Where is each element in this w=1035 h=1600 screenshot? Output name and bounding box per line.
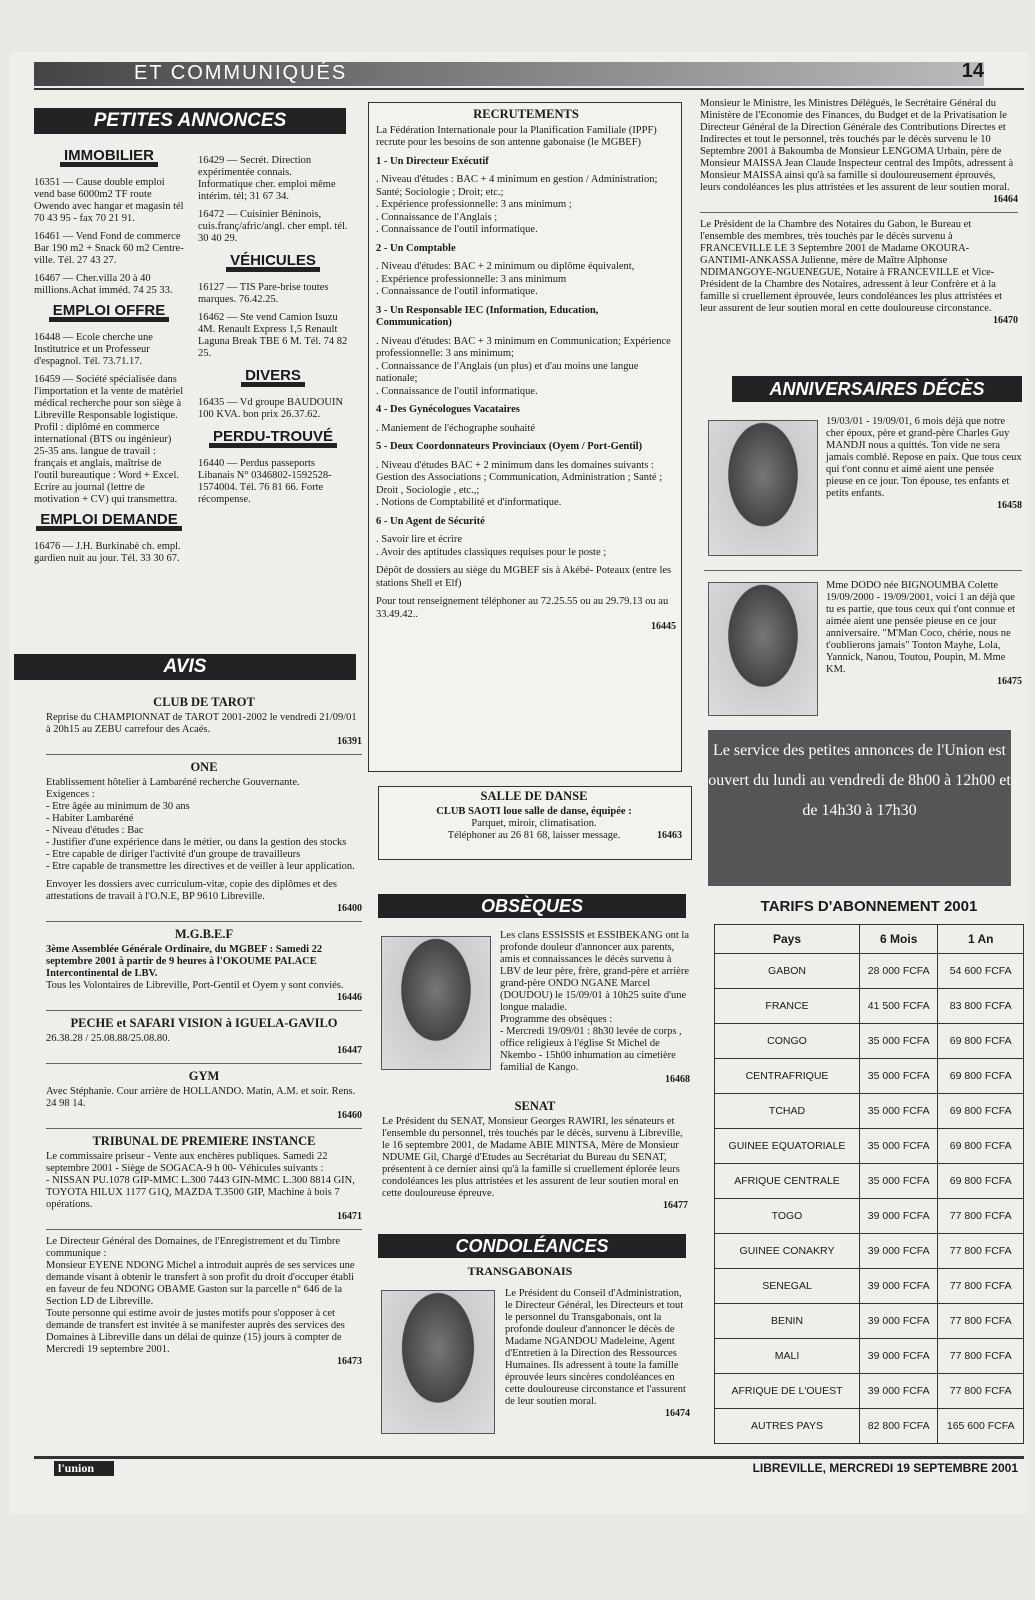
annonce: 16429 — Secrét. Direction expérimentée connais. Informatique cher. emploi même intérim. tél; 31 67 34. [198, 155, 336, 202]
annonces-col1 [34, 147, 184, 571]
recrut-intro: La Fédération Internationale pour la Planification Familiale (IPPF) recrute pour les besoins de son antenne gabonaise (le MGBEF) [376, 124, 657, 148]
recrut-line: . Connaissance de l'Anglais ; [376, 211, 498, 223]
annonce: 16435 — Vd groupe BAUDOUIN 100 KVA. bon prix 26.37.62. [198, 397, 344, 420]
divider [46, 1128, 362, 1129]
obseques-prog: Programme des obsèques : [500, 1014, 613, 1025]
recrut-poste: 2 - Un Comptable [376, 242, 456, 254]
one-line: Etablissement hôtelier à Lambaréné recherche Gouvernante. [46, 777, 300, 788]
recrut-depot: Dépôt de dossiers au siège du MGBEF sis à Akébé- Poteaux (entre les stations Shell et Elf) [376, 565, 672, 589]
one-line: Envoyer les dossiers avec curriculum-vitæ, copie des diplômes et des attestations de travail à l'O.N.E, BP 9610 Libreville. [46, 879, 338, 902]
petites-annonces-banner: PETITES ANNONCES [34, 108, 346, 134]
deceased-photo [381, 1290, 495, 1434]
salle-line: Téléphoner au 26 81 68, laisser message. [447, 830, 621, 841]
table-row [715, 1409, 1024, 1444]
ref-number: 16391 [337, 736, 362, 747]
table-row [715, 1129, 1024, 1164]
cell-pays: GUINEE CONAKRY [715, 1234, 860, 1269]
cell-1an: 54 600 FCFA [938, 954, 1024, 989]
cell-1an: 77 800 FCFA [938, 1374, 1024, 1409]
recrut-poste: 3 - Un Responsable IEC (Information, Education, Communication) [376, 304, 599, 328]
deceased-photo [381, 936, 491, 1070]
annonces-col2 [198, 155, 348, 512]
cell-pays: TOGO [715, 1199, 860, 1234]
cell-1an: 69 800 FCFA [938, 1094, 1024, 1129]
salle-title: SALLE DE DANSE [480, 789, 588, 803]
tarot-title: CLUB DE TAROT [153, 695, 255, 709]
ref-number: 16446 [337, 992, 362, 1003]
cell-1an: 83 800 FCFA [938, 989, 1024, 1024]
tribunal-text: - NISSAN PU.1078 GIP-MMC L.300 7443 GIN-MMC L.300 8814 GIN, TOYOTA HILUX 1177 G1Q, MAZDA T.3500 GIP, Machine à bois 7 opérations. [46, 1175, 355, 1210]
table-row [715, 954, 1024, 989]
tarifs-body [715, 954, 1024, 1444]
avis-banner: AVIS [14, 654, 356, 680]
cell-pays: BENIN [715, 1304, 860, 1339]
recrut-poste: 5 - Deux Coordonnateurs Provinciaux (Oyem / Port-Gentil) [376, 441, 643, 452]
cell-6mois: 28 000 FCFA [860, 954, 938, 989]
divider [46, 1063, 362, 1064]
recrut-line: . Connaissance de l'Anglais (un plus) et d'au moins une langue nationale; [376, 360, 639, 384]
mgbef-text: 3ème Assemblée Générale Ordinaire, du MGBEF : Samedi 22 septembre 2001 à partir de 9 heures à l'OKOUME PALACE Intercontinental de LBV. [46, 944, 323, 979]
senat-section [382, 1100, 688, 1212]
right-notices [700, 98, 1018, 327]
ref-number: 16464 [993, 194, 1018, 205]
cell-6mois: 39 000 FCFA [860, 1199, 938, 1234]
cell-6mois: 39 000 FCFA [860, 1234, 938, 1269]
recrut-poste: 6 - Un Agent de Sécurité [376, 515, 485, 527]
senat-title: SENAT [514, 1099, 556, 1113]
cell-6mois: 82 800 FCFA [860, 1409, 938, 1444]
cell-6mois: 39 000 FCFA [860, 1269, 938, 1304]
cell-pays: TCHAD [715, 1094, 860, 1129]
annonce: 16476 — J.H. Burkinabè ch. empl. gardien nuit au jour. Tél. 33 30 67. [34, 541, 181, 564]
gym-text: Avec Stéphanie. Cour arrière de HOLLANDO. Matin, A.M. et soir. Rens. 24 98 14. [46, 1086, 356, 1109]
cell-pays: MALI [715, 1339, 860, 1374]
recrutements-title: RECRUTEMENTS [473, 107, 579, 121]
cell-6mois: 35 000 FCFA [860, 1164, 938, 1199]
cell-1an: 77 800 FCFA [938, 1234, 1024, 1269]
ref-number: 16447 [337, 1045, 362, 1056]
domaines-text: Monsieur EYENE NDONG Michel a introduit auprès de ses services une demande visant à obtenir le transfert à son profit du droit d'occuper établi en faveur de feu NDONG OBAME Gaston sur la parcelle n° 646 de la Section LD de Libreville. [46, 1260, 355, 1307]
cell-1an: 69 800 FCFA [938, 1129, 1024, 1164]
annonce: 16472 — Cuisinier Béninois, cuis.franç/afric/angl. cher empl. tél. 30 40 29. [198, 209, 348, 244]
table-row [715, 1199, 1024, 1234]
tarifs-title: TARIFS D'ABONNEMENT 2001 [760, 898, 978, 915]
one-line: - Etre âgée au minimum de 30 ans [46, 801, 190, 812]
senat-text: Le Président du SENAT, Monsieur Georges RAWIRI, les sénateurs et l'ensemble du personnel, très touchés par le décès, survenu à Libreville, le 16 septembre 2001, de Madame ABIE MINTSA, Mère de Monsieur NDUME Gil, Chargé d'Etudes au Secrétariat du Bureau du SENAT, présentent à ce dernier ainsi qu'à la famille si cruellement éplorée leurs condoléances les plus attristées et les assurent de leur soutien moral en cette douloureuse épreuve. [382, 1116, 683, 1199]
anniversary-2 [826, 580, 1022, 688]
perdu-trouve-heading: PERDU-TROUVÉ [209, 431, 337, 448]
tarot-text: Reprise du CHAMPIONNAT de TAROT 2001-2002 le vendredi 21/09/01 à 20h15 au ZEBU carrefour des Acaés. [46, 712, 357, 735]
cell-6mois: 39 000 FCFA [860, 1304, 938, 1339]
ref-number: 16470 [993, 315, 1018, 326]
cell-1an: 69 800 FCFA [938, 1024, 1024, 1059]
immobilier-heading: IMMOBILIER [60, 150, 158, 167]
recrut-poste: 4 - Des Gynécologues Vacataires [376, 404, 520, 415]
ref-number: 16400 [337, 903, 362, 914]
cell-pays: AFRIQUE DE L'OUEST [715, 1374, 860, 1409]
col-6mois: 6 Mois [860, 925, 938, 954]
tribunal-text: Le commissaire priseur - Vente aux enchères publiques. Samedi 22 septembre 2001 - Siège de SOGACA-9 h 00- Véhicules suivants : [46, 1151, 328, 1174]
recrut-line: . Maniement de l'échographe souhaité [376, 422, 536, 434]
recrut-tel: Pour tout renseignement téléphoner au 72.25.55 ou au 29.79.13 ou au 33.49.42.. [376, 596, 669, 620]
anniversary-text: Mme DODO née BIGNOUMBA Colette 19/09/2000 - 19/09/2001, voici 1 an déjà que tu es partie, que tous ceux qui t'ont connue et aimée aient une pensée pieuse en ce jour anniversaire. "M'Man Coco, chérie, nous ne t'oublierons jamais" Tonton Mayhe, Lola, Yannick, Nanou, Toutou, Poupin, M. Mme KM. [826, 580, 1016, 675]
ref-number: 16458 [997, 500, 1022, 511]
divider [46, 921, 362, 922]
annonce: 16127 — TIS Pare-brise toutes marques. 76.42.25. [198, 282, 329, 305]
cell-1an: 77 800 FCFA [938, 1199, 1024, 1234]
anniversary-1 [826, 416, 1022, 512]
cell-6mois: 35 000 FCFA [860, 1094, 938, 1129]
recrutements-content [376, 108, 676, 634]
cell-pays: CONGO [715, 1024, 860, 1059]
recrut-poste: 1 - Un Directeur Exécutif [376, 155, 489, 167]
divider [704, 570, 1022, 571]
obseques-text [500, 930, 690, 1086]
one-line: - Etre capable de diriger l'activité d'un groupe de travailleurs [46, 849, 301, 860]
recrut-line: . Niveau d'études BAC + 2 minimum dans les domaines suivants : Gestion des Associations ; Communication, Administration ; Santé ; Droit , Sociologie , etc.,; [376, 459, 663, 496]
condoleances-banner: CONDOLÉANCES [378, 1234, 686, 1258]
annonce: 16461 — Vend Fond de commerce Bar 190 m2 + Snack 60 m2 Centre-ville. Tél. 27 43 27. [34, 231, 184, 266]
salle-line: Parquet, miroir, climatisation. [471, 818, 597, 829]
domaines-text: Toute personne qui estime avoir de justes motifs pour s'opposer à cet demande de transfert est invitée à se manifester auprès des services des Domaines à Libreville dans un délai de quinze (15) jours à compter de Mercredi 19 septembre 2001. [46, 1308, 345, 1355]
annonce: 16448 — Ecole cherche une Institutrice et un Professeur d'espagnol. Tél. 73.71.17. [34, 332, 153, 367]
recrut-line: . Expérience professionnelle: 3 ans minimum [376, 273, 567, 285]
cell-1an: 69 800 FCFA [938, 1164, 1024, 1199]
divider [46, 1010, 362, 1011]
table-row [715, 1234, 1024, 1269]
ref-number: 16477 [663, 1200, 688, 1211]
cell-1an: 165 600 FCFA [938, 1409, 1024, 1444]
newspaper-logo: l'union [54, 1461, 114, 1476]
anniversary-text: 19/03/01 - 19/09/01, 6 mois déjà que notre cher époux, père et grand-père Charles Guy MANDJI nous a quittés. Ton vide ne sera jamais comblé. Repose en paix. Que tous ceux qui t'ont connu et aimé aient une pensée pieuse en ce jour. Ton épouse, tes enfants et petits enfants. [826, 416, 1022, 499]
peche-title: PECHE et SAFARI VISION à IGUELA-GAVILO [70, 1016, 338, 1030]
table-row [715, 1059, 1024, 1094]
annonce: 16459 — Société spécialisée dans l'importation et la vente de matériel médical recherche pour son siège à Libreville Responsable logistique. Profil : diplômé en commerce international (BTS ou ingénieur) 25-35 ans. langue de travail : français et anglais, maîtrise de l'outil bureautique : Word + Excel. Ecrire au journal (lettre de motivation + CV) qui transmettra. [34, 374, 184, 505]
anniversaires-banner: ANNIVERSAIRES DÉCÈS [732, 376, 1022, 402]
ref-number: 16471 [337, 1211, 362, 1222]
tarifs-header-row [715, 925, 1024, 954]
one-line: - Habiter Lambaréné [46, 813, 134, 824]
ref-number: 16445 [651, 621, 676, 632]
one-line: - Etre capable de transmettre les directives et de veiller à leur application. [46, 861, 355, 872]
ref-number: 16473 [337, 1356, 362, 1367]
cell-pays: FRANCE [715, 989, 860, 1024]
annonce: 16462 — Ste vend Camion Isuzu 4M. Renault Express 1,5 Renault Laguna Break TBE 6 M. Tél. 74 82 25. [198, 312, 348, 359]
one-line: - Justifier d'une expérience dans le métier, ou dans la gestion des stocks [46, 837, 347, 848]
col-pays: Pays [715, 925, 860, 954]
cell-6mois: 35 000 FCFA [860, 1059, 938, 1094]
table-row [715, 1374, 1024, 1409]
tribunal-title: TRIBUNAL DE PREMIERE INSTANCE [92, 1134, 316, 1148]
section-title: ET COMMUNIQUÉS [134, 62, 348, 84]
ref-number: 16463 [657, 830, 682, 841]
cell-1an: 77 800 FCFA [938, 1269, 1024, 1304]
domaines-text: Le Directeur Général des Domaines, de l'Enregistrement et du Timbre communique : [46, 1236, 341, 1259]
cell-pays: AFRIQUE CENTRALE [715, 1164, 860, 1199]
cell-6mois: 39 000 FCFA [860, 1374, 938, 1409]
recrut-line: . Notions de Comptabilité et d'informatique. [376, 497, 562, 508]
cell-6mois: 35 000 FCFA [860, 1129, 938, 1164]
recrut-line: . Connaissance de l'outil informatique. [376, 286, 538, 297]
ref-number: 16474 [665, 1408, 690, 1419]
notaires-notice: Le Président de la Chambre des Notaires du Gabon, le Bureau et l'ensemble des membres, très touchés par le décès survenu à FRANCEVILLE LE 3 Septembre 2001 de Madame OKOURA-GANTIMI-ANKASSA Julienne, mère de Maître Alphonse NDIMANGOYE-NGUENEGUE, Notaire à FRANCEVILLE et Vice-Président de la Chambre des Notaires, adressent à leur Confrère et à la famille si cruellement éprouvée, leurs condoléances les plus attristées et leur assurent de leur soutien moral en cette douloureuse circonstance. [700, 219, 1003, 314]
tarifs-table [714, 924, 1024, 1444]
col-1an: 1 An [938, 925, 1024, 954]
table-row [715, 1024, 1024, 1059]
recrut-line: . Connaissance de l'outil informatique. [376, 385, 538, 397]
obseques-prog: - Mercredi 19/09/01 : 8h30 levée de corps , office religieux à l'église St Michel de Nkembo - 15h00 inhumation au cimetière familial de Kango. [500, 1026, 682, 1073]
gym-title: GYM [188, 1069, 220, 1083]
table-row [715, 1269, 1024, 1304]
table-row [715, 1339, 1024, 1374]
recrut-line: . Savoir lire et écrire [376, 534, 462, 545]
cell-1an: 77 800 FCFA [938, 1339, 1024, 1374]
page-footer [34, 1456, 1024, 1473]
mgbef-text: Tous les Volontaires de Libreville, Port-Gentil et Oyem y sont conviés. [46, 980, 344, 991]
ref-number: 16460 [337, 1110, 362, 1121]
condoleances-text [505, 1288, 690, 1420]
cell-pays: GUINEE EQUATORIALE [715, 1129, 860, 1164]
obseques-banner: OBSÈQUES [378, 894, 686, 918]
avis-column [46, 690, 362, 1368]
recrut-line: . Connaissance de l'outil informatique. [376, 224, 538, 235]
divider [46, 754, 362, 755]
edition-date: LIBREVILLE, MERCREDI 19 SEPTEMBRE 2001 [752, 1461, 1018, 1475]
cell-1an: 69 800 FCFA [938, 1059, 1024, 1094]
emploi-demande-heading: EMPLOI DEMANDE [36, 514, 182, 531]
table-row [715, 1164, 1024, 1199]
peche-text: 26.38.28 / 25.08.88/25.08.80. [46, 1033, 170, 1044]
condoleances-body: Le Président du Conseil d'Administration, le Directeur Général, les Directeurs et tout le personnel du Transgabonais, ont la profonde douleur d'annoncer le décès de Madame NGANDOU Madeleine, Agent d'Entretien à la Direction des Ressources Humaines. Ils adressent à toute la famille éprouvée leurs sincères condoléances en cette douloureuse circonstance et l'assurent de leur soutien moral. [505, 1288, 686, 1407]
divider [46, 1229, 362, 1230]
service-annonces-box: Le service des petites annonces de l'Union est ouvert du lundi au vendredi de 8h00 à 12h00 et de 14h30 à 17h30 [708, 730, 1011, 886]
cell-pays: CENTRAFRIQUE [715, 1059, 860, 1094]
recrut-line: . Niveau d'études: BAC + 3 minimum en Communication; Expérience professionnelle: 3 ans minimum; [376, 335, 671, 359]
annonce: 16351 — Cause double emploi vend base 6000m2 TF route Owendo avec hangar et magasin tél 70 43 95 - fax 70 21 91. [34, 177, 184, 224]
cell-6mois: 41 500 FCFA [860, 989, 938, 1024]
salle-line: CLUB SAOTI loue salle de danse, équipée : [436, 806, 632, 817]
one-line: Exigences : [46, 789, 95, 800]
emploi-offre-heading: EMPLOI OFFRE [49, 305, 170, 322]
table-row [715, 1304, 1024, 1339]
page-number: 14 [961, 60, 984, 82]
cell-6mois: 39 000 FCFA [860, 1339, 938, 1374]
cell-1an: 77 800 FCFA [938, 1304, 1024, 1339]
page-header [34, 60, 1024, 90]
recrut-line: . Avoir des aptitudes classiques requises pour le poste ; [376, 546, 607, 558]
transgabonais-title: TRANSGABONAIS [467, 1264, 573, 1278]
cell-6mois: 35 000 FCFA [860, 1024, 938, 1059]
recrut-line: . Niveau d'études : BAC + 4 minimum en gestion / Administration; Santé; Sociologie ; Droit; etc.; [376, 174, 658, 198]
divider [700, 212, 1018, 213]
cell-pays: AUTRES PAYS [715, 1409, 860, 1444]
divers-heading: DIVERS [241, 370, 305, 387]
vehicules-heading: VÉHICULES [226, 255, 320, 272]
ref-number: 16475 [997, 676, 1022, 687]
anniversary-photo [708, 420, 818, 556]
salle-danse-content [386, 790, 682, 842]
mgbef-title: M.G.B.E.F [174, 927, 234, 941]
annonce: 16440 — Perdus passeports Libanais N° 0346802-1592528-1574004. Tél. 76 81 66. Forte récompense. [198, 458, 332, 505]
cell-pays: GABON [715, 954, 860, 989]
table-row [715, 1094, 1024, 1129]
one-title: ONE [190, 760, 218, 774]
anniversary-photo [708, 582, 818, 716]
table-row [715, 989, 1024, 1024]
obseques-body: Les clans ESSISSIS et ESSIBEKANG ont la profonde douleur d'annoncer aux parents, amis et connaissances le décès survenu à LBV de leur père, frère, grand-père et arrière grand-père ONDO NGANE Marcel (DOUDOU) le 15/09/01 à 10h25 suite d'une longue maladie. [500, 930, 689, 1013]
recrut-line: . Niveau d'études: BAC + 2 minimum ou diplôme équivalent, [376, 261, 635, 272]
one-line: - Niveau d'études : Bac [46, 825, 144, 836]
ref-number: 16468 [665, 1074, 690, 1085]
cell-pays: SENEGAL [715, 1269, 860, 1304]
ministere-notice: Monsieur le Ministre, les Ministres Délégués, le Secrétaire Général du Ministère de l'Economie des Finances, du Budget et de la Privatisation le Directeur Général de la Direction Générale des Contributions Directes et Indirectes et tout le personnel, très touchés par le décès survenu le 10 Septembre 2001 à Bakoumba de Monsieur LENGOMA Urbain, père de Monsieur MAISSA Jean Claude Inspecteur central des Impôts, adressent à Monsieur MAISSA ainsi qu'à sa famille si douloureusement éprouvés, leurs condoléances les plus attristées et les assurent de leur soutien moral. [700, 98, 1014, 193]
recrut-line: . Expérience professionnelle: 3 ans minimum ; [376, 199, 572, 210]
annonce: 16467 — Cher.villa 20 à 40 millions.Achat imméd. 74 25 33. [34, 273, 173, 296]
